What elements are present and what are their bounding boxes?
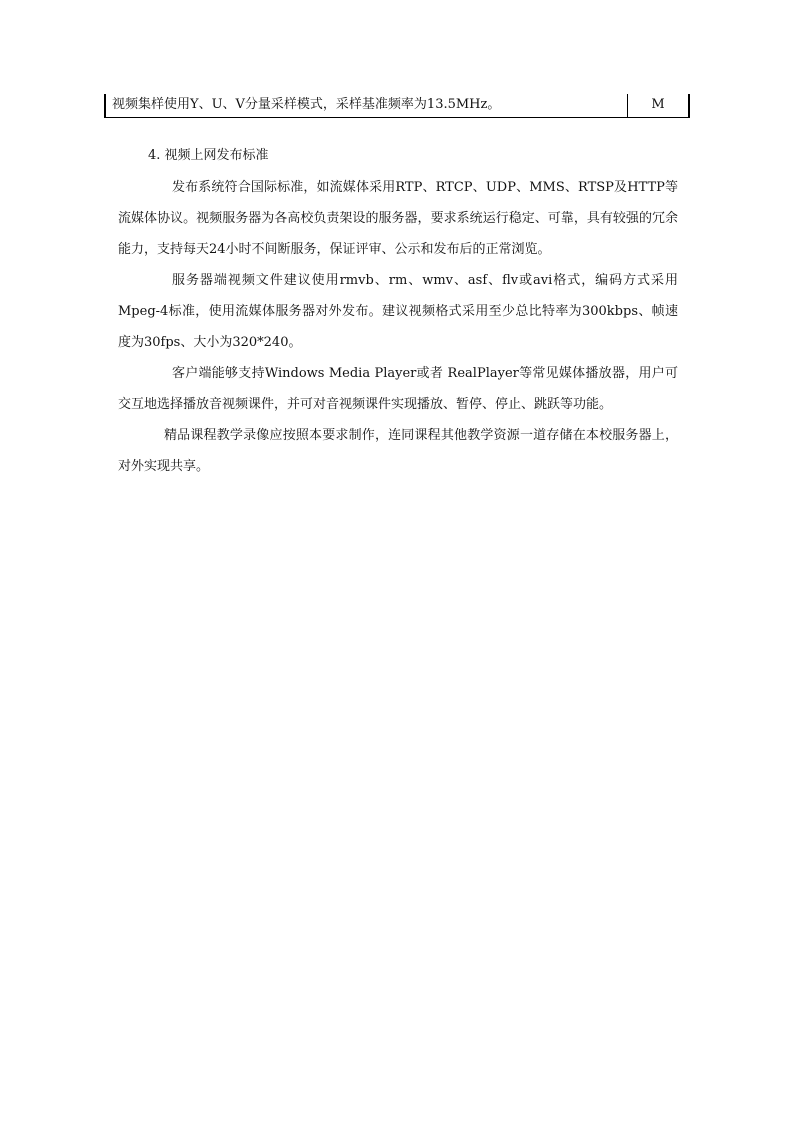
paragraph-client-player: 客户端能够支持Windows Media Player或者 RealPlayer等常见媒体播放器，用户可交互地选择播放音视频课件，并可对音视频课件实现播放、暂停、停止、跳跃等功能。 <box>118 366 678 412</box>
requirements-table-row <box>104 94 690 118</box>
section-heading: 4. 视频上网发布标准 <box>148 148 269 163</box>
paragraph-sharing: 精品课程教学录像应按照本要求制作，连同课程其他教学资源一道存储在本校服务器上，对外实现共享。 <box>118 428 678 474</box>
paragraph-publishing-system: 发布系统符合国际标准，如流媒体采用RTP、RTCP、UDP、MMS、RTSP及HTTP等流媒体协议。视频服务器为各高校负责架设的服务器，要求系统运行稳定、可靠，具有较强的冗余能力，支持每天24小时不间断服务，保证评审、公示和发布后的正常浏览。 <box>118 180 678 257</box>
section-content <box>118 144 678 482</box>
table-cell-requirement: 视频集样使用Y、U、V分量采样模式，采样基准频率为13.5MHz。 <box>106 94 628 117</box>
table-cell-grade: M <box>651 97 665 112</box>
paragraph-server-format: 服务器端视频文件建议使用rmvb、rm、wmv、asf、flv或avi格式，编码方式采用Mpeg-4标准，使用流媒体服务器对外发布。建议视频格式采用至少总比特率为300kbps、帧速度为30fps、大小为320*240。 <box>118 273 678 350</box>
